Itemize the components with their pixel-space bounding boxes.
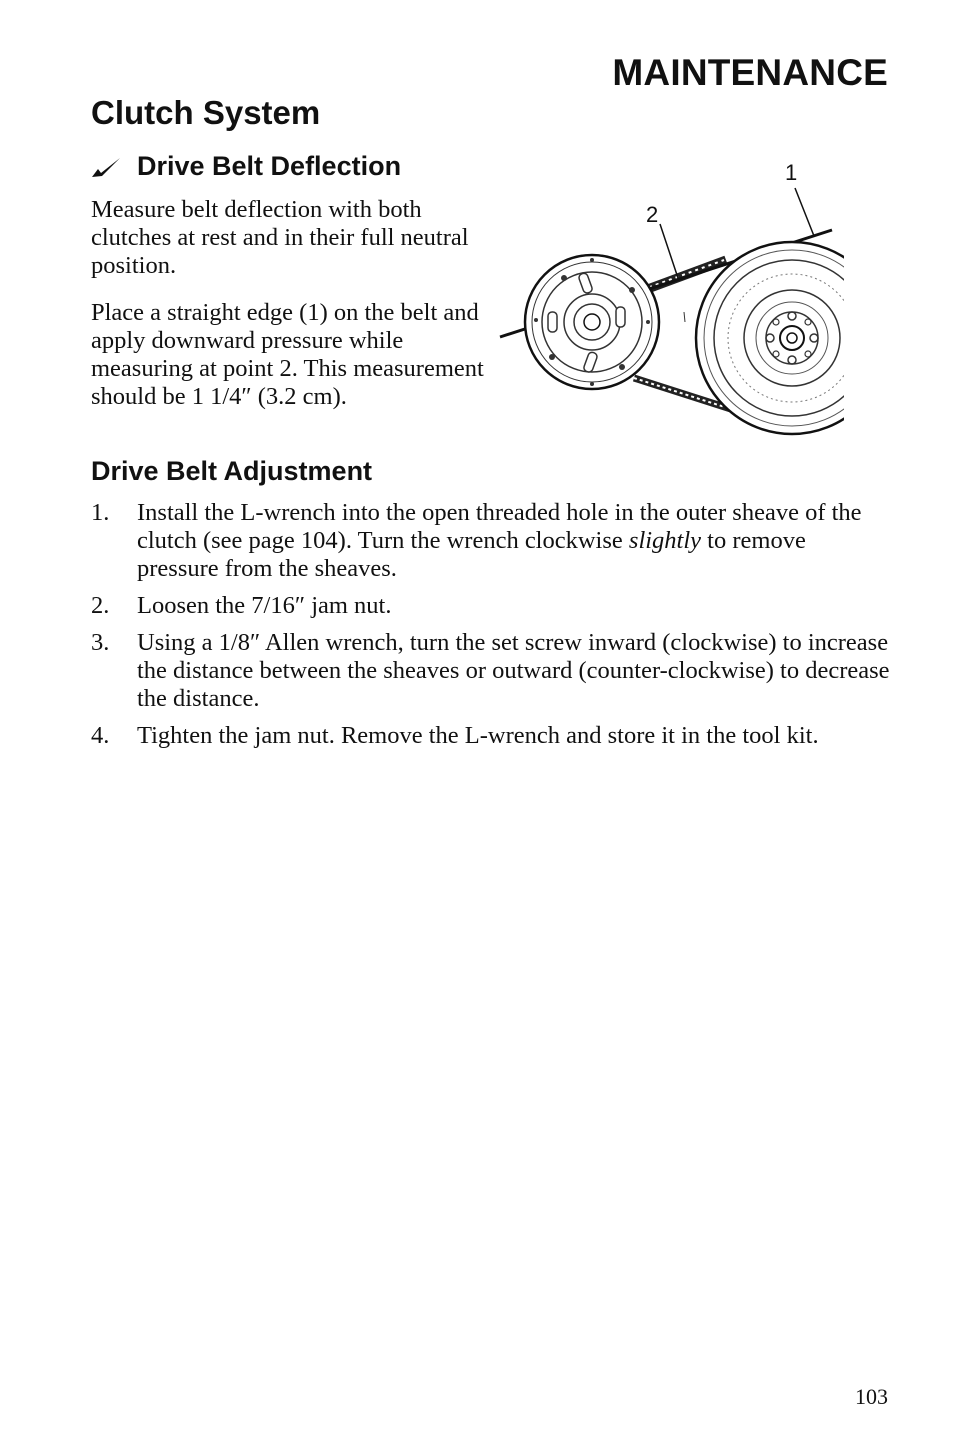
deflection-paragraph-1: Measure belt deflection with both clutches at rest and in their full neutral position. [91,196,469,279]
step-text-end: to remove pressure from the sheaves. [137,527,806,582]
list-item [91,592,891,620]
list-item [91,722,891,750]
adjustment-steps-list [91,499,891,759]
step-text: Tighten the jam nut. Remove the L-wrench and store it in the tool kit. [137,722,819,749]
checkmark-icon [91,156,121,178]
deflection-paragraph-2: Place a straight edge (1) on the belt and apply downward pressure while measuring at point 2. This measurement should be 1 1/4″ (3.2 cm). [91,299,484,410]
section-title: Clutch System [91,94,321,131]
step-text: Loosen the 7/16″ jam nut. [137,592,392,619]
step-number: 1. [91,499,110,526]
heading-text: Drive Belt Deflection [137,151,402,181]
step-number: 4. [91,722,110,749]
chapter-title: MAINTENANCE [612,52,888,93]
drive-clutch [525,255,659,389]
page-number: 103 [855,1384,888,1409]
step-text: Using a 1/8″ Allen wrench, turn the set screw inward (clockwise) to increase the distance between the sheaves or outward (counter-clockwise) to decrease the distance. [137,629,890,712]
clutch-belt-illustration [494,152,844,442]
step-text-emphasis: slightly [628,527,702,554]
drive-belt-deflection-heading [91,151,401,182]
callout-2-label: 2 [646,202,659,227]
list-item [91,629,891,713]
list-item [91,499,891,583]
step-text-start: Install the L-wrench into the open threaded hole in the outer sheave of the clutch (see page 104). Turn the wrench clockwise [137,499,862,554]
step-number: 3. [91,629,110,656]
drive-belt-adjustment-heading: Drive Belt Adjustment [91,456,373,486]
step-number: 2. [91,592,110,619]
callout-1-label: 1 [785,160,798,185]
